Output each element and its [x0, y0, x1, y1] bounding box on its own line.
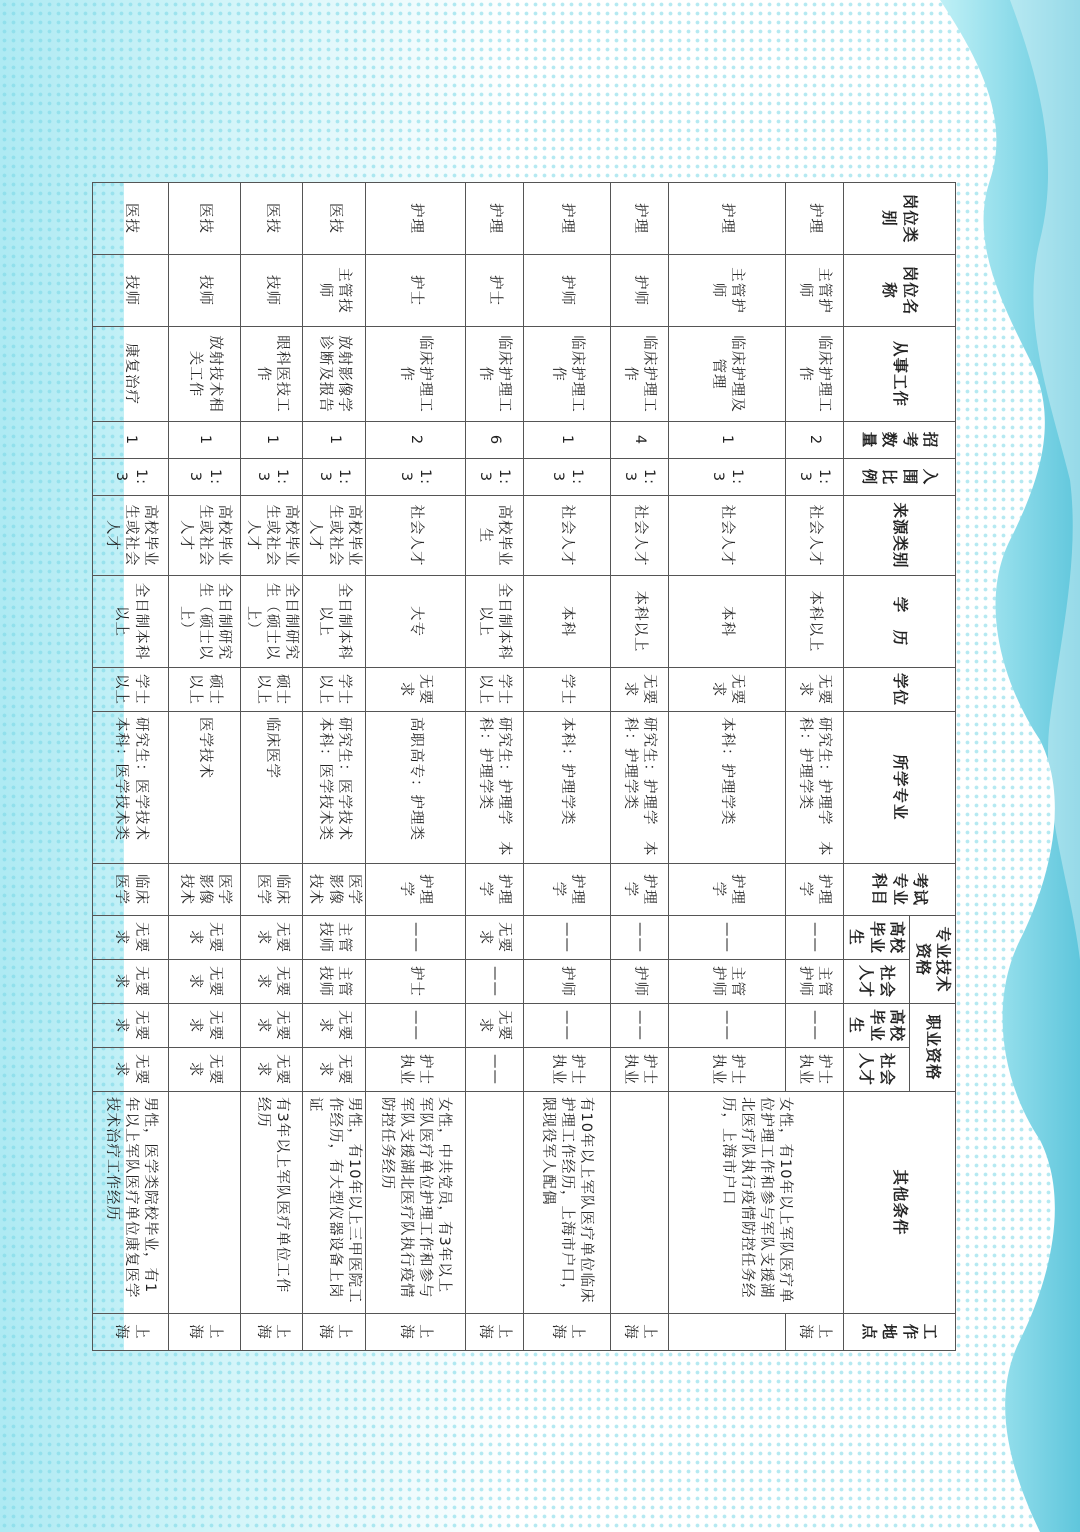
- cell-education: 本科: [668, 576, 785, 668]
- cell-location: 上海: [365, 1314, 465, 1351]
- cell-exam: 医学影像技术: [303, 864, 365, 916]
- cell-ratio: 1:3: [523, 459, 610, 496]
- cell-tech-social: 护师: [610, 960, 668, 1004]
- cell-pro-social: ——: [465, 1048, 523, 1092]
- cell-pro-grad: ——: [365, 1004, 465, 1048]
- cell-tech-grad: 无要求: [168, 916, 240, 960]
- header-ratio: 入围比例: [843, 459, 955, 496]
- cell-count: 1: [168, 422, 240, 459]
- cell-pro-social: 无要求: [303, 1048, 365, 1092]
- cell-work: 临床护理工作: [610, 327, 668, 422]
- cell-work: 康复治疗: [92, 327, 168, 422]
- cell-degree: 无要求: [785, 668, 843, 712]
- cell-tech-social: 护师: [523, 960, 610, 1004]
- cell-tech-social: 主管护师: [668, 960, 785, 1004]
- recruitment-table-container: [103, 182, 956, 1350]
- cell-pro-social: 护士执业: [668, 1048, 785, 1092]
- cell-education: 全日制研究生（硕士以上）: [168, 576, 240, 668]
- cell-source: 社会人才: [523, 496, 610, 576]
- cell-other: [168, 1092, 240, 1314]
- cell-category: 医技: [92, 183, 168, 255]
- cell-degree: 硕士以上: [240, 668, 302, 712]
- cell-pro-social: 护士执业: [365, 1048, 465, 1092]
- header-pro-qual: 职业资格: [910, 1004, 956, 1092]
- cell-category: 护理: [465, 183, 523, 255]
- cell-source: 高校毕业生: [465, 496, 523, 576]
- cell-work: 临床护理工作: [523, 327, 610, 422]
- cell-category: 医技: [303, 183, 365, 255]
- cell-degree: 无要求: [365, 668, 465, 712]
- cell-tech-grad: ——: [610, 916, 668, 960]
- cell-pro-grad: 无要求: [465, 1004, 523, 1048]
- cell-source: 高校毕业生或社会人才: [303, 496, 365, 576]
- cell-category: 护理: [610, 183, 668, 255]
- cell-position: 护士: [465, 255, 523, 327]
- cell-ratio: 1:3: [668, 459, 785, 496]
- cell-tech-grad: ——: [785, 916, 843, 960]
- cell-education: 全日制本科以上: [465, 576, 523, 668]
- header-count: 招考数量: [843, 422, 955, 459]
- cell-major: 本科：护理学类: [668, 712, 785, 864]
- cell-pro-grad: ——: [668, 1004, 785, 1048]
- cell-position: 护士: [365, 255, 465, 327]
- cell-pro-social: 护士执业: [610, 1048, 668, 1092]
- cell-location: 上海: [168, 1314, 240, 1351]
- cell-ratio: 1:3: [92, 459, 168, 496]
- recruitment-table: [92, 182, 956, 1351]
- cell-work: 临床护理工作: [465, 327, 523, 422]
- cell-ratio: 1:3: [785, 459, 843, 496]
- cell-count: 2: [365, 422, 465, 459]
- cell-category: 护理: [668, 183, 785, 255]
- cell-education: 全日制本科以上: [92, 576, 168, 668]
- cell-tech-grad: 无要求: [92, 916, 168, 960]
- cell-major: 高职高专：护理类: [365, 712, 465, 864]
- cell-other: 女性，有10年以上军队医疗单位护理工作和参与军队支援湖北医疗队执行疫情防控任务经历，上海市户口: [668, 1092, 843, 1314]
- cell-count: 1: [240, 422, 302, 459]
- cell-location: 上海: [92, 1314, 168, 1351]
- header-tech-qual: 专业技术资格: [910, 916, 956, 1004]
- cell-pro-grad: 无要求: [303, 1004, 365, 1048]
- cell-major: 研究生：医学技术 本科：医学技术类: [303, 712, 365, 864]
- cell-education: 本科以上: [785, 576, 843, 668]
- cell-location: 上海: [303, 1314, 365, 1351]
- cell-category: 医技: [240, 183, 302, 255]
- cell-education: 全日制研究生（硕士以上）: [240, 576, 302, 668]
- cell-ratio: 1:3: [465, 459, 523, 496]
- cell-work: 临床护理工作: [365, 327, 465, 422]
- cell-tech-grad: 无要求: [240, 916, 302, 960]
- cell-exam: 医学影像技术: [168, 864, 240, 916]
- header-location: 工作地点: [843, 1314, 955, 1351]
- cell-tech-grad: ——: [365, 916, 465, 960]
- header-degree: 学位: [843, 668, 955, 712]
- cell-work: 眼科医技工作: [240, 327, 302, 422]
- cell-work: 临床护理及管理: [668, 327, 785, 422]
- cell-count: 6: [465, 422, 523, 459]
- cell-tech-social: 护士: [365, 960, 465, 1004]
- cell-education: 本科以上: [610, 576, 668, 668]
- cell-count: 2: [785, 422, 843, 459]
- cell-exam: 护理学: [465, 864, 523, 916]
- header-category: 岗位类别: [843, 183, 955, 255]
- cell-pro-social: 护士执业: [523, 1048, 610, 1092]
- cell-degree: 无要求: [610, 668, 668, 712]
- cell-ratio: 1:3: [168, 459, 240, 496]
- header-pro-grad: 高校毕业生: [843, 1004, 909, 1048]
- cell-other: 有3年以上军队医疗单位工作经历: [240, 1092, 302, 1314]
- cell-ratio: 1:3: [365, 459, 465, 496]
- cell-ratio: 1:3: [240, 459, 302, 496]
- cell-location: 上海: [785, 1314, 843, 1351]
- cell-source: 社会人才: [668, 496, 785, 576]
- cell-source: 社会人才: [785, 496, 843, 576]
- cell-location: 上海: [610, 1314, 668, 1351]
- cell-count: 4: [610, 422, 668, 459]
- cell-major: 研究生：护理学 本科：护理学类: [785, 712, 843, 864]
- cell-degree: 无要求: [668, 668, 785, 712]
- cell-major: 临床医学: [240, 712, 302, 864]
- cell-source: 社会人才: [365, 496, 465, 576]
- cell-tech-grad: 主管技师: [303, 916, 365, 960]
- cell-exam: 临床医学: [92, 864, 168, 916]
- cell-exam: 护理学: [668, 864, 785, 916]
- cell-count: 1: [668, 422, 785, 459]
- header-exam: 考试专业科目: [843, 864, 955, 916]
- cell-position: 技师: [240, 255, 302, 327]
- header-major: 所学专业: [843, 712, 955, 864]
- cell-position: 护师: [523, 255, 610, 327]
- cell-pro-grad: 无要求: [92, 1004, 168, 1048]
- cell-position: 主管技师: [303, 255, 365, 327]
- cell-count: 1: [303, 422, 365, 459]
- cell-pro-grad: 无要求: [168, 1004, 240, 1048]
- cell-tech-grad: ——: [668, 916, 785, 960]
- cell-education: 全日制本科以上: [303, 576, 365, 668]
- header-position: 岗位名称: [843, 255, 955, 327]
- header-education: 学 历: [843, 576, 955, 668]
- cell-pro-grad: ——: [610, 1004, 668, 1048]
- cell-exam: 护理学: [785, 864, 843, 916]
- cell-category: 护理: [785, 183, 843, 255]
- cell-major: 研究生：护理学 本科：护理学类: [610, 712, 668, 864]
- cell-location: 上海: [465, 1314, 523, 1351]
- cell-tech-social: 主管护师: [785, 960, 843, 1004]
- cell-major: 研究生：护理学 本科：护理学类: [465, 712, 523, 864]
- cell-other: 女性，中共党员，有3年以上军队医疗单位护理工作和参与军队支援湖北医疗队执行疫情防控任务经历: [365, 1092, 465, 1314]
- cell-work: 放射影像学诊断及报告: [303, 327, 365, 422]
- cell-source: 高校毕业生或社会人才: [240, 496, 302, 576]
- header-pro-social: 社会人才: [843, 1048, 909, 1092]
- cell-other: 有10年以上军队医疗单位临床护理工作经历，上海市户口，限现役军人配偶: [523, 1092, 610, 1314]
- cell-location: 上海: [240, 1314, 302, 1351]
- cell-exam: 护理学: [365, 864, 465, 916]
- cell-ratio: 1:3: [303, 459, 365, 496]
- cell-ratio: 1:3: [610, 459, 668, 496]
- cell-pro-social: 护士执业: [785, 1048, 843, 1092]
- cell-tech-grad: 无要求: [465, 916, 523, 960]
- cell-pro-grad: ——: [785, 1004, 843, 1048]
- cell-other: 男性，医学类院校毕业，有1年以上军队医疗单位康复医学技术治疗工作经历: [92, 1092, 168, 1314]
- cell-degree: 硕士以上: [168, 668, 240, 712]
- header-other: 其他条件: [843, 1092, 955, 1314]
- cell-pro-social: 无要求: [92, 1048, 168, 1092]
- cell-degree: 学士以上: [465, 668, 523, 712]
- cell-degree: 学士以上: [92, 668, 168, 712]
- cell-exam: 临床医学: [240, 864, 302, 916]
- cell-category: 护理: [523, 183, 610, 255]
- cell-category: 护理: [365, 183, 465, 255]
- cell-source: 高校毕业生或社会人才: [168, 496, 240, 576]
- cell-education: 本科: [523, 576, 610, 668]
- cell-tech-social: 无要求: [92, 960, 168, 1004]
- cell-tech-social: 无要求: [240, 960, 302, 1004]
- cell-work: 临床护理工作: [785, 327, 843, 422]
- cell-position: 技师: [92, 255, 168, 327]
- cell-position: 护师: [610, 255, 668, 327]
- cell-count: 1: [92, 422, 168, 459]
- cell-position: 主管护师: [668, 255, 785, 327]
- cell-pro-social: 无要求: [168, 1048, 240, 1092]
- header-tech-grad: 高校毕业生: [843, 916, 909, 960]
- cell-pro-social: 无要求: [240, 1048, 302, 1092]
- cell-pro-grad: 无要求: [240, 1004, 302, 1048]
- cell-tech-social: ——: [465, 960, 523, 1004]
- cell-other: [610, 1092, 668, 1314]
- cell-count: 1: [523, 422, 610, 459]
- cell-pro-grad: ——: [523, 1004, 610, 1048]
- cell-tech-social: 主管技师: [303, 960, 365, 1004]
- cell-source: 社会人才: [610, 496, 668, 576]
- header-work: 从事工作: [843, 327, 955, 422]
- cell-major: 医学技术: [168, 712, 240, 864]
- cell-other: 男性，有10年以上三甲医院工作经历，有大型仪器设备上岗证: [303, 1092, 365, 1314]
- cell-location: [668, 1314, 785, 1351]
- cell-location: 上海: [523, 1314, 610, 1351]
- cell-exam: 护理学: [610, 864, 668, 916]
- cell-work: 放射技术相关工作: [168, 327, 240, 422]
- cell-exam: 护理学: [523, 864, 610, 916]
- cell-tech-social: 无要求: [168, 960, 240, 1004]
- cell-major: 研究生：医学技术 本科：医学技术类: [92, 712, 168, 864]
- cell-major: 本科：护理学类: [523, 712, 610, 864]
- cell-position: 技师: [168, 255, 240, 327]
- cell-category: 医技: [168, 183, 240, 255]
- header-tech-social: 社会人才: [843, 960, 909, 1004]
- cell-tech-grad: ——: [523, 916, 610, 960]
- cell-education: 大专: [365, 576, 465, 668]
- header-source: 来源类别: [843, 496, 955, 576]
- cell-degree: 学士以上: [303, 668, 365, 712]
- cell-degree: 学士: [523, 668, 610, 712]
- cell-source: 高校毕业生或社会人才: [92, 496, 168, 576]
- cell-other: [465, 1092, 523, 1314]
- cell-position: 主管护师: [785, 255, 843, 327]
